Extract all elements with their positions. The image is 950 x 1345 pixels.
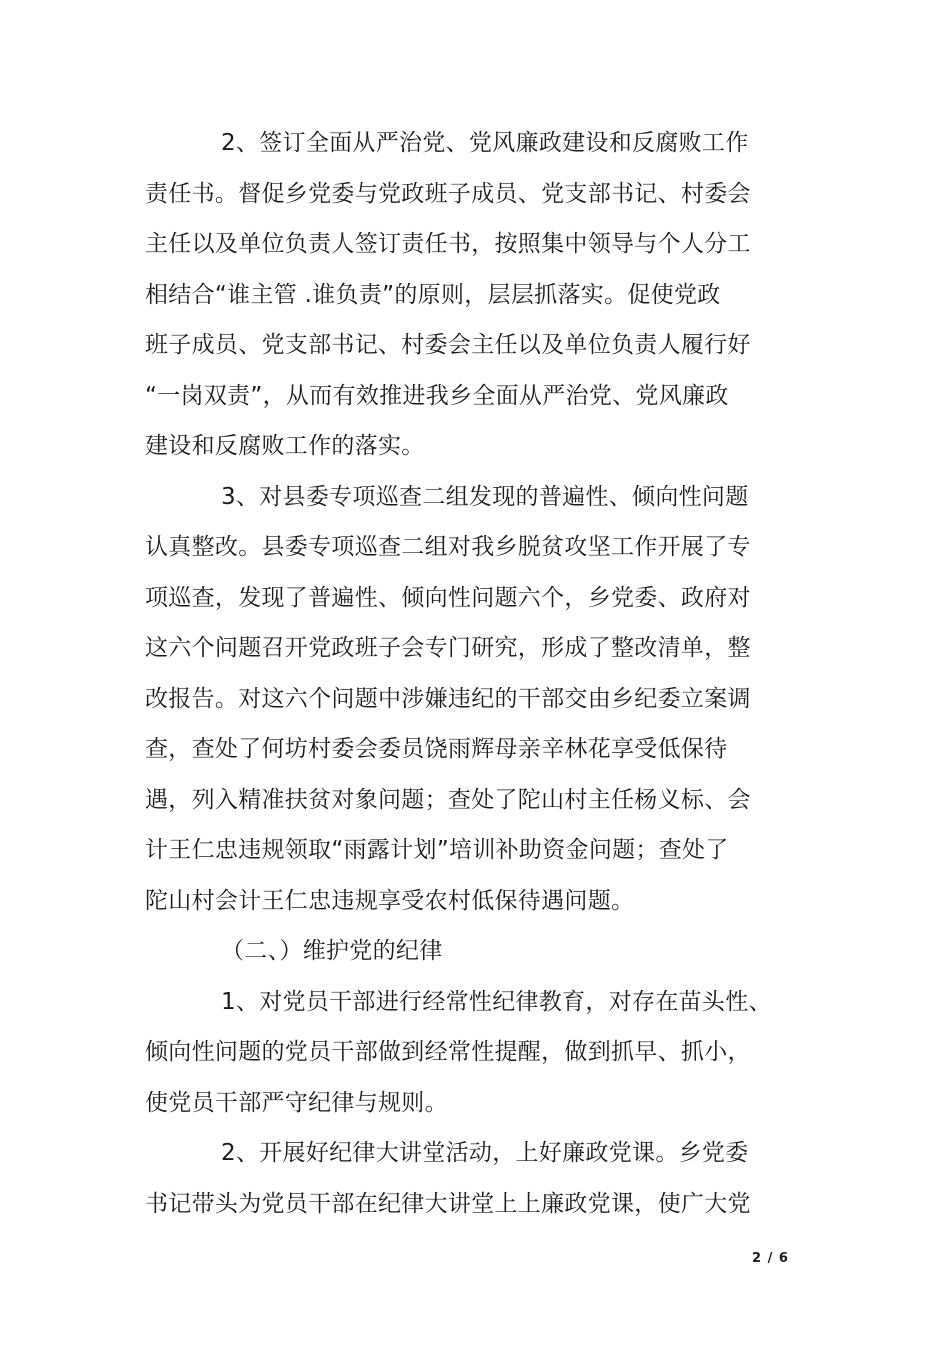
section-heading: （二、）维护党的纪律 [221,938,443,964]
paragraph-line: 认真整改。县委专项巡查二组对我乡脱贫攻坚工作开展了专 [145,534,751,560]
paragraph-line: 陀山村会计王仁忠违规享受农村低保待遇问题。 [145,887,635,914]
paragraph-line: 1、对党员干部进行经常性纪律教育，对存在苗头性、 [221,988,772,1015]
paragraph-line: 这六个问题召开党政班子会专门研究，形成了整改清单，整 [145,635,751,661]
paragraph-line: 3、对县委专项巡查二组发现的普遍性、倾向性问题 [221,483,749,510]
paragraph-line: 书记带头为党员干部在纪律大讲堂上上廉政党课，使广大党 [145,1190,751,1217]
document-body [145,118,772,1229]
paragraph-line: 班子成员、党支部书记、村委会主任以及单位负责人履行好 [145,332,751,358]
paragraph-line: 相结合“谁主管 .谁负责”的原则，层层抓落实。促使党政 [145,281,721,308]
paragraph-line: 责任书。督促乡党委与党政班子成员、党支部书记、村委会 [145,180,751,207]
paragraph-line: 项巡查，发现了普遍性、倾向性问题六个，乡党委、政府对 [145,584,751,611]
paragraph-line: 遇，列入精准扶贫对象问题；查处了陀山村主任杨义标、会 [145,786,751,813]
paragraph-line: 2、开展好纪律大讲堂活动，上好廉政党课。乡党委 [221,1140,749,1166]
paragraph-line: 改报告。对这六个问题中涉嫌违纪的干部交由乡纪委立案调 [145,685,751,712]
paragraph-line: 使党员干部严守纪律与规则。 [145,1089,448,1116]
paragraph-line: 建设和反腐败工作的落实。 [145,433,425,459]
page-number: 2 / 6 [752,1251,789,1266]
paragraph-line: 查，查处了何坊村委会委员饶雨辉母亲辛林花享受低保待 [145,736,728,762]
paragraph-line: 计王仁忠违规领取“雨露计划”培训补助资金问题；查处了 [145,837,729,863]
paragraph-line: “一岗双责”，从而有效推进我乡全面从严治党、党风廉政 [145,382,729,409]
paragraph-line: 倾向性问题的党员干部做到经常性提醒，做到抓早、抓小， [145,1039,751,1065]
paragraph-line: 2、签订全面从严治党、党风廉政建设和反腐败工作 [221,130,749,156]
paragraph-line: 主任以及单位负责人签订责任书，按照集中领导与个人分工 [145,231,751,257]
